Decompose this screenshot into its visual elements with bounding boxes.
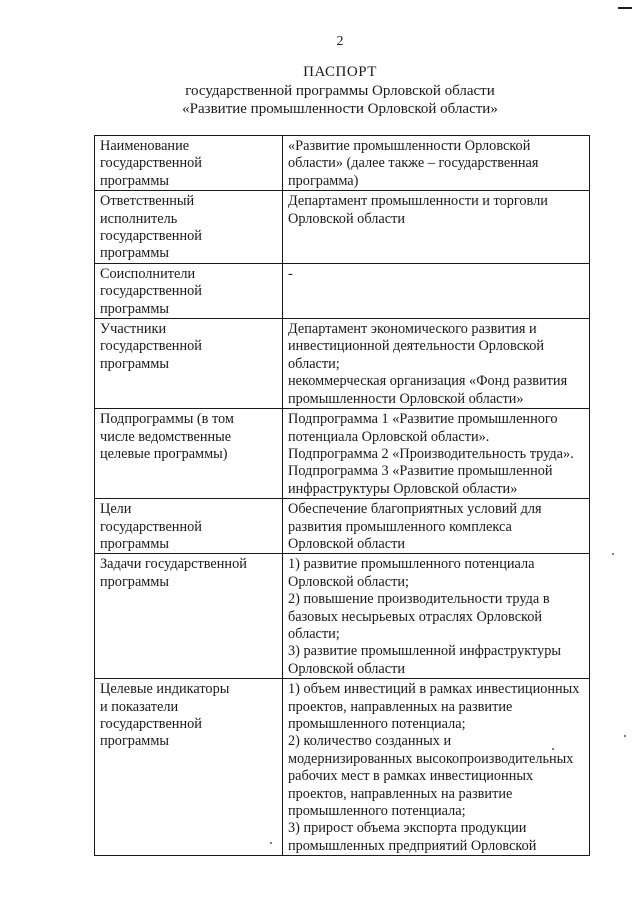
- row-value-line: 3) прирост объема экспорта продукции: [288, 820, 527, 837]
- row-value-line: области;: [288, 355, 340, 372]
- row-label-line: числе ведомственные: [100, 428, 232, 445]
- row-label-line: и показатели: [100, 698, 179, 715]
- row-value-cell: [283, 499, 590, 554]
- scan-speck: [612, 553, 614, 555]
- table-row: [95, 409, 590, 499]
- row-value-line: промышленного потенциала;: [288, 716, 466, 732]
- row-label-line: государственной: [100, 228, 202, 245]
- table-row: [95, 679, 590, 856]
- document-subtitle-line-2: «Развитие промышленности Орловской области»: [182, 101, 498, 117]
- row-value-cell: [283, 319, 590, 409]
- table-row: [95, 319, 590, 409]
- row-label-line: программы: [100, 355, 170, 372]
- row-value-line: программа): [288, 172, 359, 189]
- row-value-line: «Развитие промышленности Орловской: [288, 138, 531, 154]
- row-value-line: некоммерческая организация «Фонд развития: [288, 373, 568, 390]
- page-number: 2: [336, 34, 344, 49]
- row-label-line: Участники: [100, 321, 167, 338]
- row-value-line: 2) повышение производительности труда в: [288, 591, 550, 608]
- row-value-line: области;: [288, 625, 340, 642]
- row-label-cell: [95, 409, 283, 499]
- row-value-line: 2) количество созданных и: [288, 733, 452, 750]
- scan-speck: [552, 748, 554, 750]
- row-label-line: Наименование: [100, 138, 190, 154]
- row-label-line: Ответственный: [100, 193, 195, 210]
- row-value-line: Обеспечение благоприятных условий для: [288, 501, 542, 518]
- table-row: [95, 499, 590, 554]
- row-label-line: Подпрограммы (в том: [100, 411, 234, 428]
- row-label-line: государственной: [100, 155, 202, 172]
- scan-speck: [624, 735, 626, 737]
- row-value-line: промышленных предприятий Орловской: [288, 837, 537, 854]
- row-value-line: Подпрограмма 3 «Развитие промышленной: [288, 463, 553, 480]
- row-value-cell: [283, 191, 590, 264]
- row-label-line: целевые программы): [100, 445, 228, 462]
- row-label-cell: [95, 319, 283, 409]
- scan-speck: [270, 842, 272, 844]
- row-label-line: Задачи государственной: [100, 556, 247, 573]
- row-value-line: Подпрограмма 1 «Развитие промышленного: [288, 411, 558, 428]
- row-label-line: государственной: [100, 716, 202, 732]
- row-value-line: 1) объем инвестиций в рамках инвестиционных: [288, 681, 580, 698]
- row-value-line: промышленности Орловской области»: [288, 390, 524, 407]
- row-label-line: Цели: [100, 501, 132, 518]
- row-label-line: исполнитель: [100, 210, 178, 227]
- row-value-line: модернизированных высокопроизводительных: [288, 750, 574, 767]
- row-value-line: проектов, направленных на развитие: [288, 785, 513, 802]
- row-label-line: государственной: [100, 338, 202, 355]
- row-label-line: программы: [100, 573, 170, 590]
- row-value-cell: [283, 409, 590, 499]
- row-label-line: программы: [100, 245, 170, 262]
- row-value-line: потенциала Орловской области».: [288, 428, 490, 445]
- row-label-line: программы: [100, 172, 170, 189]
- row-value-line: Департамент экономического развития и: [288, 321, 537, 338]
- row-value-line: Департамент промышленности и торговли: [288, 193, 548, 210]
- row-label-cell: [95, 136, 283, 191]
- table-row: [95, 191, 590, 264]
- row-label-cell: [95, 263, 283, 318]
- row-value-line: базовых несырьевых отраслях Орловской: [288, 608, 543, 625]
- document-title: ПАСПОРТ: [303, 64, 377, 80]
- corner-scan-mark: [618, 0, 632, 9]
- row-label-line: Целевые индикаторы: [100, 681, 230, 698]
- row-label-line: государственной: [100, 518, 202, 535]
- row-value-line: 1) развитие промышленного потенциала: [288, 556, 535, 573]
- row-value-line: Орловской области;: [288, 573, 409, 590]
- row-label-cell: [95, 191, 283, 264]
- table-row: [95, 554, 590, 679]
- table-row: [95, 263, 590, 318]
- row-value-cell: [283, 263, 590, 318]
- row-value-line: области» (далее также – государственная: [288, 155, 539, 172]
- row-value-line: -: [288, 265, 293, 282]
- row-value-line: рабочих мест в рамках инвестиционных: [288, 768, 534, 785]
- row-label-line: Соисполнители: [100, 265, 196, 282]
- row-value-line: инфраструктуры Орловской области»: [288, 480, 518, 497]
- row-label-line: программы: [100, 535, 170, 552]
- document-subtitle-line-1: государственной программы Орловской области: [185, 83, 495, 99]
- row-value-cell: [283, 554, 590, 679]
- row-value-line: Орловской области: [288, 660, 405, 677]
- row-label-line: государственной: [100, 283, 202, 300]
- passport-table: [94, 135, 590, 856]
- row-label-line: программы: [100, 300, 170, 317]
- row-value-cell: [283, 136, 590, 191]
- row-value-line: Орловской области: [288, 535, 405, 552]
- row-value-cell: [283, 679, 590, 856]
- row-value-line: промышленного потенциала;: [288, 803, 466, 820]
- row-value-line: развития промышленного комплекса: [288, 518, 512, 535]
- row-label-cell: [95, 554, 283, 679]
- row-value-line: Орловской области: [288, 210, 405, 227]
- row-value-line: Подпрограмма 2 «Производительность труда».: [288, 445, 574, 462]
- table-row: [95, 136, 590, 191]
- row-value-line: проектов, направленных на развитие: [288, 698, 513, 715]
- row-label-cell: [95, 679, 283, 856]
- row-value-line: инвестиционной деятельности Орловской: [288, 338, 545, 355]
- row-value-line: 3) развитие промышленной инфраструктуры: [288, 643, 561, 660]
- row-label-line: программы: [100, 733, 170, 750]
- row-label-cell: [95, 499, 283, 554]
